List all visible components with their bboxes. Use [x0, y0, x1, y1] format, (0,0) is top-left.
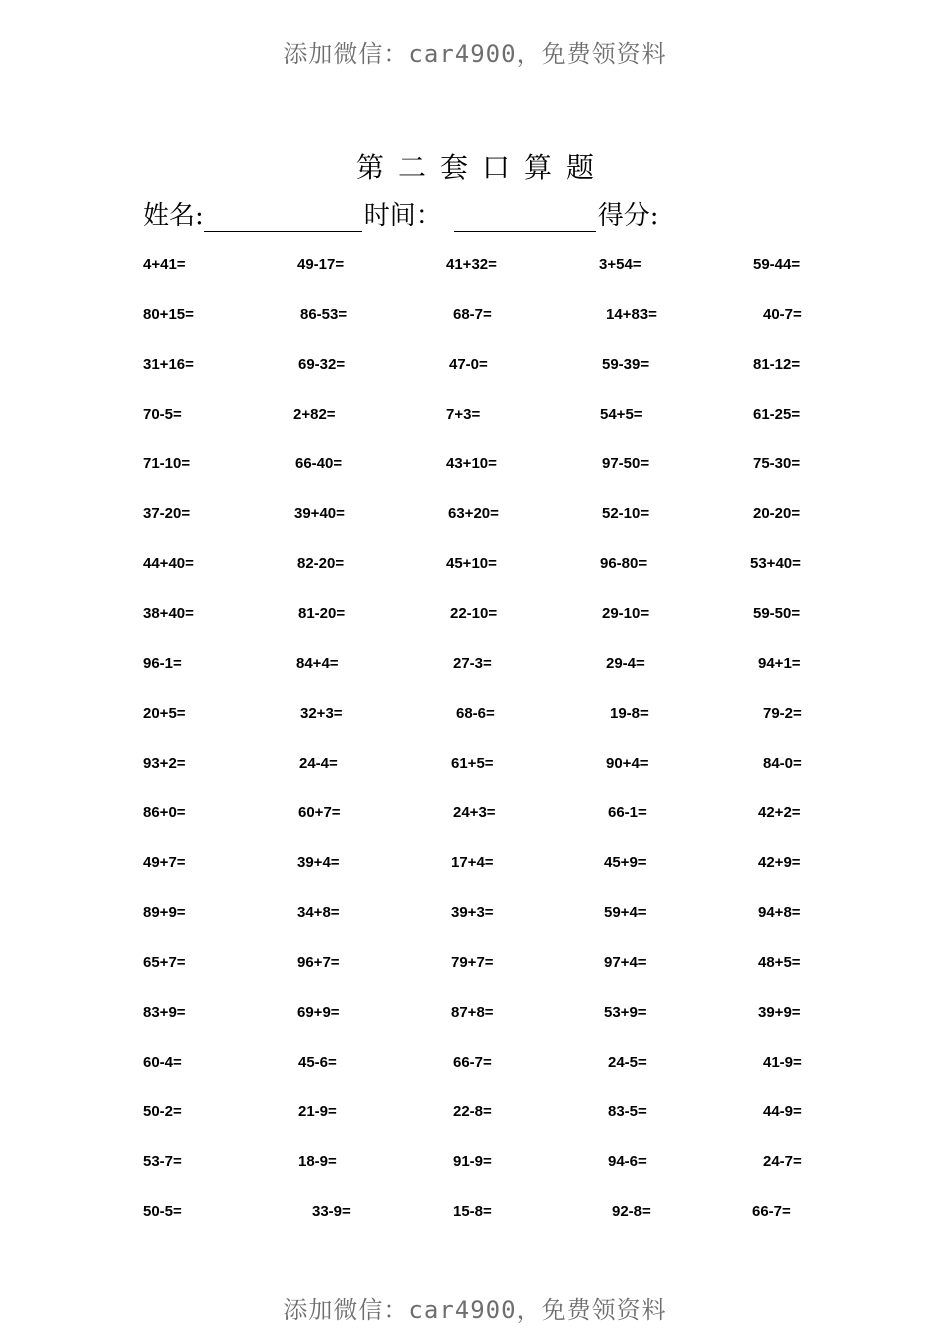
problem-r9-col-3: 27-3= — [453, 654, 492, 672]
problem-r9-col-4: 29-4= — [606, 654, 645, 672]
problem-r12-col-4: 66-1= — [608, 804, 647, 822]
problem-r4-col-5: 61-25= — [753, 405, 801, 423]
problem-r7-col-5: 53+40= — [750, 555, 801, 573]
problem-r18-col-3: 22-8= — [453, 1103, 492, 1121]
problem-r5-col-2: 66-40= — [295, 455, 343, 473]
name-blank[interactable] — [204, 203, 362, 232]
problem-r19-col-5: 24-7= — [763, 1153, 802, 1171]
problem-r12-col-5: 42+2= — [758, 804, 801, 822]
problem-r13-col-2: 39+4= — [297, 854, 340, 872]
problem-r7-col-1: 44+40= — [143, 555, 194, 573]
time-blank[interactable] — [454, 203, 596, 232]
problem-r1-col-3: 41+32= — [446, 256, 497, 273]
problem-r11-col-1: 93+2= — [143, 754, 186, 772]
problem-r14-col-5: 94+8= — [758, 904, 801, 922]
problem-r14-col-3: 39+3= — [451, 904, 494, 922]
problem-r9-col-2: 84+4= — [296, 654, 339, 672]
problem-r15-col-5: 48+5= — [758, 953, 801, 971]
problem-r14-col-2: 34+8= — [297, 904, 340, 922]
problem-r4-col-1: 70-5= — [143, 405, 182, 423]
problem-r6-col-1: 37-20= — [143, 505, 191, 523]
problem-r9-col-1: 96-1= — [143, 654, 182, 672]
problem-r15-col-4: 97+4= — [604, 953, 647, 971]
problem-r16-col-2: 69+9= — [297, 1003, 340, 1021]
problem-r2-col-5: 40-7= — [763, 305, 802, 323]
problem-r13-col-5: 42+9= — [758, 854, 801, 872]
problem-r18-col-5: 44-9= — [763, 1103, 802, 1121]
problem-r12-col-1: 86+0= — [143, 804, 186, 822]
watermark-top: 添加微信：car4900，免费领资料 — [283, 40, 667, 68]
problem-r18-col-2: 21-9= — [298, 1103, 337, 1121]
problem-r10-col-4: 19-8= — [610, 704, 649, 722]
problem-r14-col-4: 59+4= — [604, 904, 647, 922]
problem-r7-col-4: 96-80= — [600, 555, 648, 573]
time-label: 时间： — [363, 201, 442, 231]
problem-r13-col-3: 17+4= — [451, 854, 494, 872]
problem-r20-col-1: 50-5= — [143, 1203, 182, 1221]
problem-r10-col-5: 79-2= — [763, 704, 802, 722]
problem-r13-col-4: 45+9= — [604, 854, 647, 872]
problem-r18-col-1: 50-2= — [143, 1103, 182, 1121]
watermark-bottom: 添加微信：car4900，免费领资料 — [283, 1296, 667, 1324]
problem-r12-col-3: 24+3= — [453, 804, 496, 822]
problem-r14-col-1: 89+9= — [143, 904, 186, 922]
problem-r10-col-3: 68-6= — [456, 704, 495, 722]
problem-r16-col-5: 39+9= — [758, 1003, 801, 1021]
problem-r7-col-2: 82-20= — [297, 555, 345, 573]
problem-r13-col-1: 49+7= — [143, 854, 186, 872]
problem-r3-col-4: 59-39= — [602, 355, 650, 373]
problem-r19-col-2: 18-9= — [298, 1153, 337, 1171]
problem-r18-col-4: 83-5= — [608, 1103, 647, 1121]
problem-r10-col-1: 20+5= — [143, 704, 186, 722]
page-title: 第二套口算题 — [355, 151, 608, 184]
problem-r2-col-3: 68-7= — [453, 305, 492, 323]
problem-r5-col-3: 43+10= — [446, 455, 497, 473]
problem-r12-col-2: 60+7= — [298, 804, 341, 822]
problem-r4-col-4: 54+5= — [600, 405, 643, 423]
problem-r17-col-5: 41-9= — [763, 1053, 802, 1071]
problem-r17-col-4: 24-5= — [608, 1053, 647, 1071]
problem-r20-col-4: 92-8= — [612, 1203, 651, 1221]
problem-r16-col-4: 53+9= — [604, 1003, 647, 1021]
problem-r16-col-1: 83+9= — [143, 1003, 186, 1021]
problem-r2-col-2: 86-53= — [300, 305, 348, 323]
problem-r6-col-2: 39+40= — [294, 505, 345, 523]
problem-r1-col-2: 49-17= — [297, 256, 345, 273]
problem-r3-col-1: 31+16= — [143, 355, 194, 373]
problem-r5-col-1: 71-10= — [143, 455, 191, 473]
problem-r16-col-3: 87+8= — [451, 1003, 494, 1021]
problem-r6-col-4: 52-10= — [602, 505, 650, 523]
problem-r8-col-4: 29-10= — [602, 604, 650, 622]
problem-r15-col-3: 79+7= — [451, 953, 494, 971]
problem-r1-col-4: 3+54= — [599, 256, 642, 273]
problem-r1-col-5: 59-44= — [753, 256, 801, 273]
problem-r1-col-1: 4+41= — [143, 256, 186, 273]
problem-r2-col-4: 14+83= — [606, 305, 657, 323]
problem-r19-col-4: 94-6= — [608, 1153, 647, 1171]
problem-r6-col-5: 20-20= — [753, 505, 801, 523]
problem-r19-col-1: 53-7= — [143, 1153, 182, 1171]
problem-r9-col-5: 94+1= — [758, 654, 801, 672]
problem-r8-col-2: 81-20= — [298, 604, 346, 622]
problem-r11-col-3: 61+5= — [451, 754, 494, 772]
problem-r5-col-5: 75-30= — [753, 455, 801, 473]
score-label: 得分: — [597, 201, 659, 231]
problem-r20-col-2: 33-9= — [312, 1203, 351, 1221]
problem-r8-col-3: 22-10= — [450, 604, 498, 622]
problem-r20-col-3: 15-8= — [453, 1203, 492, 1221]
problem-r3-col-3: 47-0= — [449, 355, 488, 373]
problem-r11-col-2: 24-4= — [299, 754, 338, 772]
problem-r19-col-3: 91-9= — [453, 1153, 492, 1171]
problem-r10-col-2: 32+3= — [300, 704, 343, 722]
problem-r7-col-3: 45+10= — [446, 555, 497, 573]
problem-r20-col-5: 66-7= — [752, 1203, 791, 1221]
problem-r17-col-2: 45-6= — [298, 1053, 337, 1071]
name-label: 姓名: — [143, 201, 204, 231]
problem-r11-col-4: 90+4= — [606, 754, 649, 772]
problem-r8-col-5: 59-50= — [753, 604, 801, 622]
problem-r15-col-2: 96+7= — [297, 953, 340, 971]
problem-r17-col-3: 66-7= — [453, 1053, 492, 1071]
problem-r3-col-5: 81-12= — [753, 355, 801, 373]
problem-r8-col-1: 38+40= — [143, 604, 194, 622]
problem-r17-col-1: 60-4= — [143, 1053, 182, 1071]
problem-r11-col-5: 84-0= — [763, 754, 802, 772]
student-info-row — [143, 196, 659, 232]
problem-r2-col-1: 80+15= — [143, 305, 194, 323]
problem-r4-col-3: 7+3= — [446, 405, 481, 423]
problem-r5-col-4: 97-50= — [602, 455, 650, 473]
problem-r15-col-1: 65+7= — [143, 953, 186, 971]
problem-r4-col-2: 2+82= — [293, 405, 336, 423]
problem-r3-col-2: 69-32= — [298, 355, 346, 373]
problem-r6-col-3: 63+20= — [448, 505, 499, 523]
